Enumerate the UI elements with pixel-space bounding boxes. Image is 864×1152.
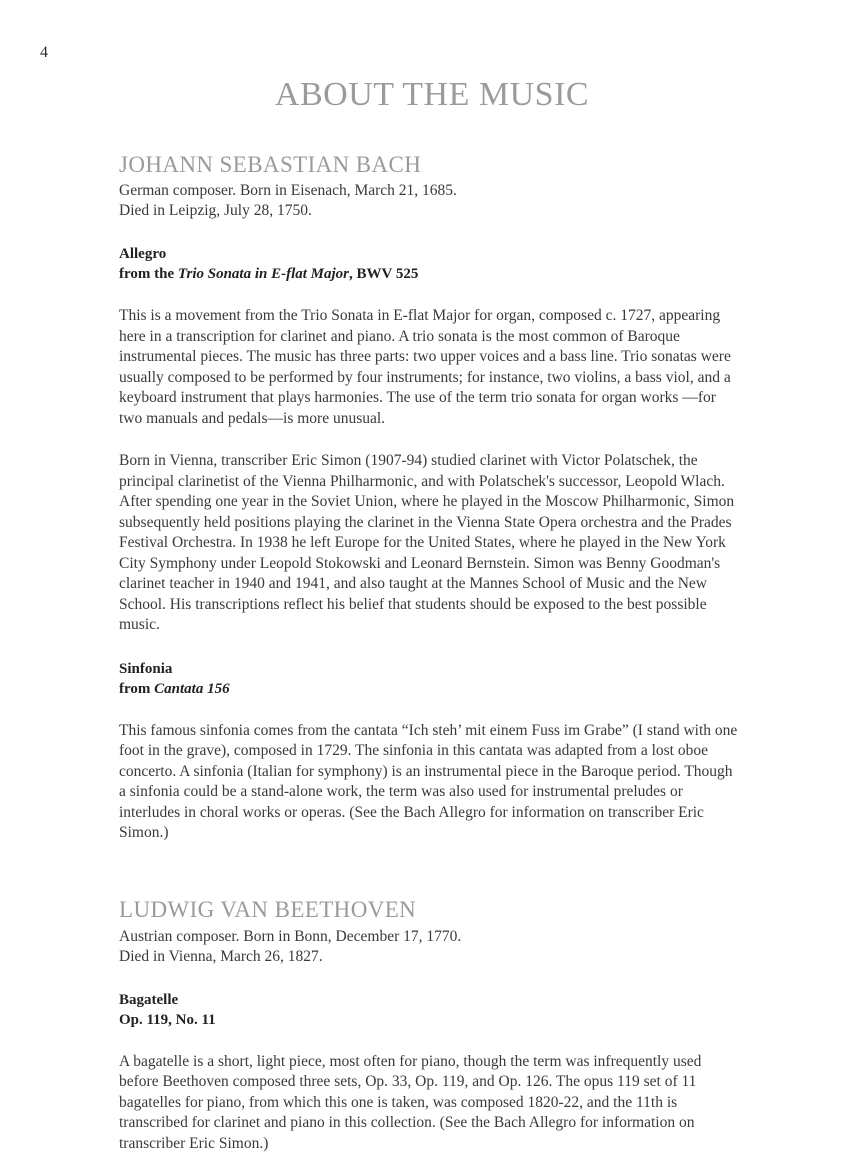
work-paragraph: A bagatelle is a short, light piece, most often for piano, though the term was infrequently used before Beethoven composed three sets, Op. 33, Op. 119, and Op. 126. The opus 119 set of 11 bagatelles for piano, from which this one is taken, was composed 1820-22, and the 11th is transcribed for clarinet and piano in this collection. (See the Bach Allegro for information on transcriber Eric Simon.) [119,1052,702,1152]
work-title: Allegro [119,246,167,263]
work-source [119,1010,739,1030]
composer-bio-line-died: Died in Vienna, March 26, 1827. [119,947,323,965]
work-source-suffix: , BWV 525 [349,266,419,283]
work-source-prefix: Op. 119, No. 11 [119,1011,216,1028]
composer-bio-line-born: German composer. Born in Eisenach, March 21, 1685. [119,182,457,200]
work-heading-sinfonia [119,659,739,699]
composer-name: JOHANN SEBASTIAN BACH [119,152,422,177]
composer-bio-line-died: Died in Leipzig, July 28, 1750. [119,202,312,220]
work-source-prefix: from [119,680,155,697]
work-heading-bagatelle [119,990,739,1030]
section-divider-spacer [119,859,739,897]
work-paragraph: Born in Vienna, transcriber Eric Simon (1907-94) studied clarinet with Victor Polatschek, the principal clarinetist of the Vienna Philharmonic, and with Polatschek's successor, Leopold Wlach. After spending one year in the Soviet Union, where he played in the Moscow Philharmonic, Simon subsequently held positions playing the clarinet in the Vienna State Opera orchestra and the Prades Festival Orchestra. In 1938 he left Europe for the United States, where he played in the New York City Symphony under Leopold Stokowski and Leonard Bernstein. Simon was Benny Goodman's clarinet teacher in 1940 and 1941, and also taught at the Mannes School of Music and the New School. His transcriptions reflect his belief that students should be exposed to the best possible music. [119,452,735,634]
work-title: Bagatelle [119,991,179,1008]
work-source-italic: Trio Sonata in E-flat Major [177,266,350,283]
work-heading-allegro [119,244,739,284]
work-title: Sinfonia [119,660,173,677]
work-paragraph: This is a movement from the Trio Sonata in E-flat Major for organ, composed c. 1727, appearing here in a transcription for clarinet and piano. A trio sonata is the most common of Baroque instrumental pieces. The music has three parts: two upper voices and a bass line. Trio sonatas were usually composed to be performed by four instruments; for instance, two violins, a bass viol, and a keyboard instrument that plays harmonies. The use of the term trio sonata for organ works —for two manuals and pedals—is more unusual. [119,307,731,427]
page-content [119,152,739,1152]
composer-section-bach [119,152,739,844]
work-source-italic: Cantata 156 [154,680,230,697]
composer-section-beethoven [119,897,739,1152]
page-title: ABOUT THE MUSIC [274,76,590,113]
work-source [119,264,739,284]
work-paragraph: This famous sinfonia comes from the cantata “Ich steh’ mit einem Fuss im Grabe” (I stand with one foot in the grave), composed in 1729. The sinfonia in this cantata was adapted from a lost oboe concerto. A sinfonia (Italian for symphony) is an instrumental piece in the Baroque period. Though a sinfonia could be a stand-alone work, the term was also used for instrumental preludes or interludes in choral works or operas. (See the Bach Allegro for information on transcriber Eric Simon.) [119,721,738,842]
composer-name: LUDWIG VAN BEETHOVEN [119,897,417,923]
composer-bio-line-born: Austrian composer. Born in Bonn, December 17, 1770. [119,927,462,945]
work-source-prefix: from the [119,266,178,283]
page-number: 4 [40,44,48,61]
work-source [119,679,739,699]
